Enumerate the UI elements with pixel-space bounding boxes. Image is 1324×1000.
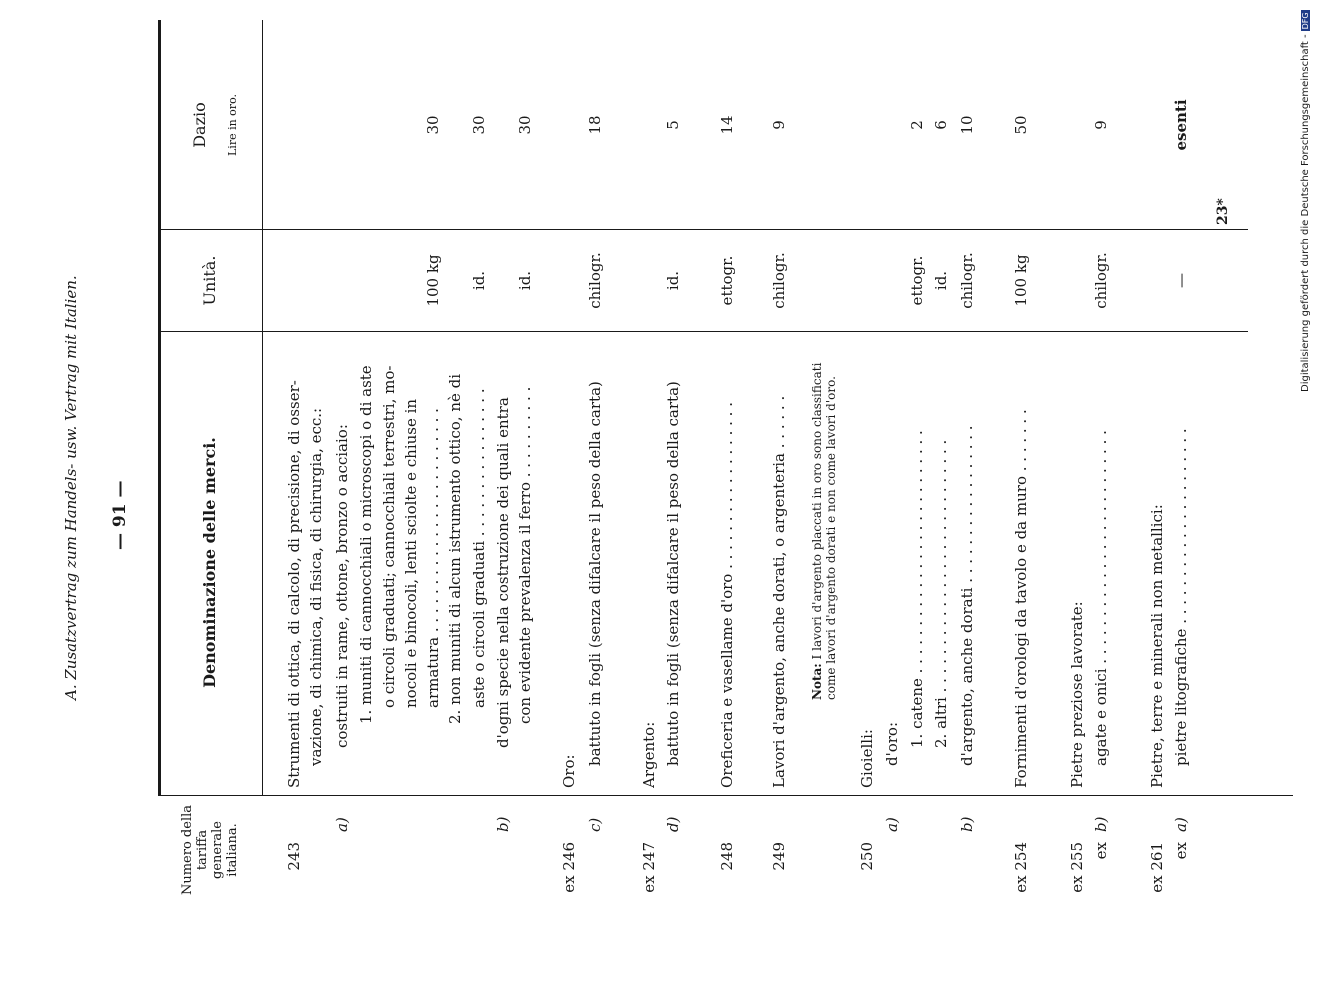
row-description: con evidente prevalenza il ferro . . . . . . . . . . — [516, 386, 534, 724]
row-description: pietre litografiche . . . . . . . . . . . . . . . . . . . . . — [1172, 428, 1190, 766]
row-sub-letter: a) — [1172, 817, 1190, 832]
row-sub-letter: b) — [1092, 816, 1110, 832]
row-unit: chilogr. — [770, 252, 788, 309]
header-dazio: Dazio — [190, 102, 209, 148]
row-number: ex — [1092, 842, 1110, 860]
row-description: Fornimenti d'orologi da tavolo e da muro . . . . . . . — [1012, 409, 1030, 788]
row-description: Pietre, terre e minerali non metallici: — [1148, 504, 1166, 788]
table-row — [380, 0, 402, 1000]
row-sub-letter: c) — [586, 817, 604, 832]
row-unit: 100 kg — [424, 254, 442, 307]
table-row — [424, 0, 446, 1000]
table-row — [883, 0, 905, 1000]
row-duty: 30 — [424, 115, 442, 135]
header-bottom-rule — [262, 20, 263, 795]
row-description: 1. catene . . . . . . . . . . . . . . . . . . . . . . . . . . — [908, 430, 926, 748]
running-header: A. Zusatzvertrag zum Handels- usw. Vertrag mit Italien. — [62, 275, 80, 700]
row-number: ex 246 — [560, 842, 578, 893]
row-unit: ettogr. — [718, 255, 736, 306]
row-description: Pietre preziose lavorate: — [1068, 601, 1086, 788]
signature-mark: 23* — [1215, 198, 1231, 225]
table-row — [958, 0, 980, 1000]
row-sub-letter: a) — [883, 817, 901, 832]
nota-label: Nota: — [810, 663, 824, 700]
digitization-credit — [1300, 10, 1311, 392]
row-unit: chilogr. — [1092, 252, 1110, 309]
row-description: d'argento, anche dorati . . . . . . . . . . . . . . . . . — [958, 425, 976, 766]
row-duty: 30 — [470, 115, 488, 135]
row-unit: chilogr. — [958, 252, 976, 309]
row-duty: 5 — [664, 120, 682, 130]
row-unit: — — [1172, 273, 1190, 288]
row-unit: id. — [516, 270, 534, 291]
row-duty: 18 — [586, 115, 604, 135]
table-row — [586, 0, 608, 1000]
table-row — [718, 0, 740, 1000]
row-duty: esenti — [1172, 99, 1190, 151]
dfg-logo: DFG — [1301, 12, 1310, 30]
row-description: nocoli e binocoli, lenti sciolte e chiuse in — [402, 398, 420, 708]
row-description: Gioielli: — [858, 729, 876, 788]
header-denominazione: Denominazione delle merci. — [200, 437, 219, 688]
row-description: 2. altri . . . . . . . . . . . . . . . . . . . . . . . . . . . — [932, 439, 950, 748]
row-duty: 10 — [958, 115, 976, 135]
row-duty: 14 — [718, 115, 736, 135]
row-duty: 30 — [516, 115, 534, 135]
table-row — [932, 0, 954, 1000]
table-row — [357, 0, 379, 1000]
row-description: costruiti in rame, ottone, bronzo o acciaio: — [333, 424, 351, 748]
table-row — [560, 0, 582, 1000]
row-description: Oro: — [560, 754, 578, 788]
row-number: 248 — [718, 842, 736, 871]
table-row — [446, 0, 468, 1000]
row-sub-letter: b) — [494, 816, 512, 832]
row-description: battuto in fogli (senza difalcare il peso della carta) — [664, 381, 682, 766]
row-number: 249 — [770, 842, 788, 871]
row-description: armatura . . . . . . . . . . . . . . . . . . . . . . . . — [424, 408, 442, 708]
header-numero: Numero della tariffa generale italiana. — [180, 804, 240, 896]
row-description: battuto in fogli (senza difalcare il peso della carta) — [586, 381, 604, 766]
row-description: d'ogni specie nella costruzione dei quali entra — [494, 397, 512, 748]
row-sub-letter: d) — [664, 816, 682, 832]
table-row — [333, 0, 355, 1000]
header-dazio-sub: Lire in oro. — [226, 94, 239, 156]
table-row — [640, 0, 662, 1000]
row-number: ex 255 — [1068, 842, 1086, 893]
table-row — [1012, 0, 1034, 1000]
table-row — [307, 0, 329, 1000]
table-row — [1068, 0, 1090, 1000]
row-sub-letter: a) — [333, 817, 351, 832]
row-description: o circoli graduati; cannocchiali terrestri, mo- — [380, 365, 398, 708]
row-duty: 50 — [1012, 115, 1030, 135]
table-row — [516, 0, 538, 1000]
table-row — [908, 0, 930, 1000]
table-row — [1172, 0, 1194, 1000]
table-row — [858, 0, 880, 1000]
row-unit: id. — [470, 270, 488, 291]
nota-line-2: come lavori d'argento dorati e non come lavori d'oro. — [824, 376, 838, 700]
row-description: Lavori d'argento, anche dorati, o argenteria . . . . . . — [770, 395, 788, 788]
table-row — [494, 0, 516, 1000]
row-unit: id. — [932, 270, 950, 291]
row-unit: ettogr. — [908, 255, 926, 306]
row-unit: id. — [664, 270, 682, 291]
row-description: agate e onici . . . . . . . . . . . . . . . . . . . . . . . . . — [1092, 430, 1110, 766]
page-number: — 91 — — [110, 480, 130, 550]
credit-text: Digitalisierung gefördert durch die Deutsche Forschungsgemeinschaft - — [1300, 34, 1311, 392]
row-number: 250 — [858, 842, 876, 871]
nota-text-1: I lavori d'argento placcati in oro sono classificati — [810, 362, 824, 660]
row-description: d'oro: — [883, 721, 901, 766]
row-number: 243 — [285, 842, 303, 871]
row-number: ex 261 — [1148, 842, 1166, 893]
row-description: Oreficeria e vasellame d'oro . . . . . . . . . . . . . . . . . . — [718, 402, 736, 788]
row-description: 1. muniti di cannocchiali o microscopi o di aste — [357, 365, 375, 724]
row-duty: 9 — [1092, 120, 1110, 130]
row-description: Strumenti di ottica, di calcolo, di precisione, di osser- — [285, 380, 303, 788]
table-row — [470, 0, 492, 1000]
row-description: vazione, di chimica, di fisica, di chirurgia, ecc.: — [307, 407, 325, 766]
table-row — [1148, 0, 1170, 1000]
row-unit: chilogr. — [586, 252, 604, 309]
table-row — [664, 0, 686, 1000]
table-row — [770, 0, 792, 1000]
table-row — [285, 0, 307, 1000]
row-duty: 2 — [908, 120, 926, 130]
row-number: ex 254 — [1012, 842, 1030, 893]
table-top-rule — [158, 20, 161, 795]
row-description: aste o circoli graduati . . . . . . . . . . . . . . . . — [470, 388, 488, 708]
row-duty: 6 — [932, 120, 950, 130]
row-number: ex — [1172, 842, 1190, 860]
table-row — [1092, 0, 1114, 1000]
nota-line-1 — [810, 363, 824, 700]
header-unita: Unità. — [200, 255, 219, 306]
row-description: 2. non muniti di alcun istrumento ottico, nè di — [446, 373, 464, 724]
row-sub-letter: b) — [958, 816, 976, 832]
row-duty: 9 — [770, 120, 788, 130]
table-row — [402, 0, 424, 1000]
row-description: Argento: — [640, 721, 658, 788]
row-number: ex 247 — [640, 842, 658, 893]
row-unit: 100 kg — [1012, 254, 1030, 307]
